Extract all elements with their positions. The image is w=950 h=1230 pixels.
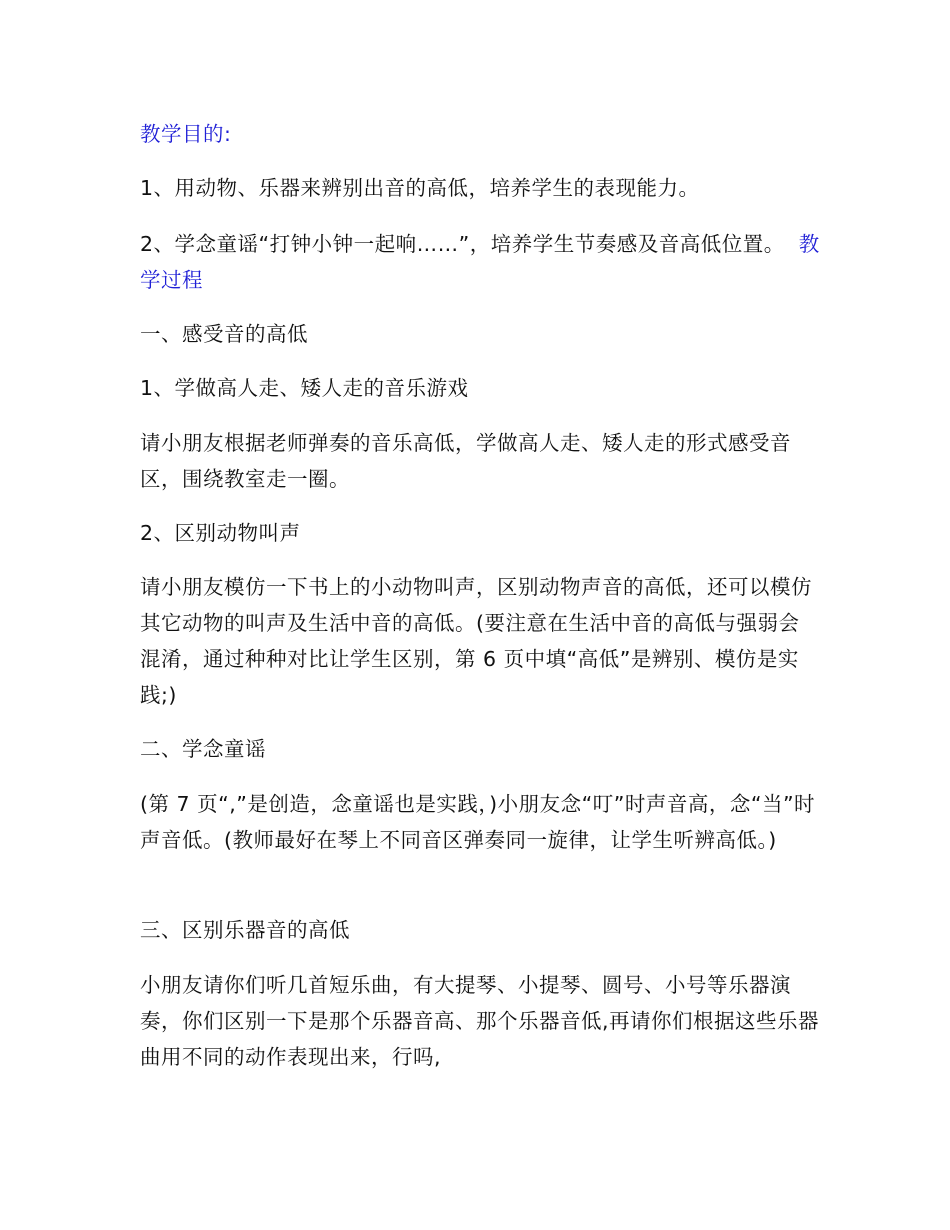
- goal-item-2: [140, 226, 820, 298]
- section-2-title: 二、学念童谣: [140, 737, 266, 761]
- section-1-title: 一、感受音的高低: [140, 322, 308, 346]
- section-3-body: 小朋友请你们听几首短乐曲，有大提琴、小提琴、圆号、小号等乐器演奏，你们区别一下是那个乐器音高、那个乐器音低,再请你们根据这些乐器曲用不同的动作表现出来，行吗,: [140, 973, 820, 1069]
- section-1-item-1: 1、学做高人走、矮人走的音乐游戏: [140, 376, 469, 400]
- section-2-body: (第 7 页“,”是创造，念童谣也是实践，)小朋友念“叮”时声音高，念“当”时声音低。(教师最好在琴上不同音区弹奏同一旋律，让学生听辨高低。): [140, 792, 816, 852]
- section-1-item-2-body: 请小朋友模仿一下书上的小动物叫声，区别动物声音的高低，还可以模仿其它动物的叫声及生活中音的高低。(要注意在生活中音的高低与强弱会混淆，通过种种对比让学生区别，第 6 页中填“高低”是辨别、模仿是实践;): [140, 575, 812, 707]
- heading-teaching-process: 教学过程: [140, 232, 820, 292]
- goal-item-2-text: 2、学念童谣“打钟小钟一起响……”，培养学生节奏感及音高低位置。: [140, 232, 785, 256]
- section-3-title: 三、区别乐器音的高低: [140, 918, 350, 942]
- section-1-item-2: 2、区别动物叫声: [140, 521, 301, 545]
- goal-item-1: 1、用动物、乐器来辨别出音的高低，培养学生的表现能力。: [140, 176, 700, 200]
- section-1-item-1-body: 请小朋友根据老师弹奏的音乐高低，学做高人走、矮人走的形式感受音区，围绕教室走一圈。: [140, 431, 791, 491]
- heading-teaching-goal: 教学目的:: [140, 122, 232, 146]
